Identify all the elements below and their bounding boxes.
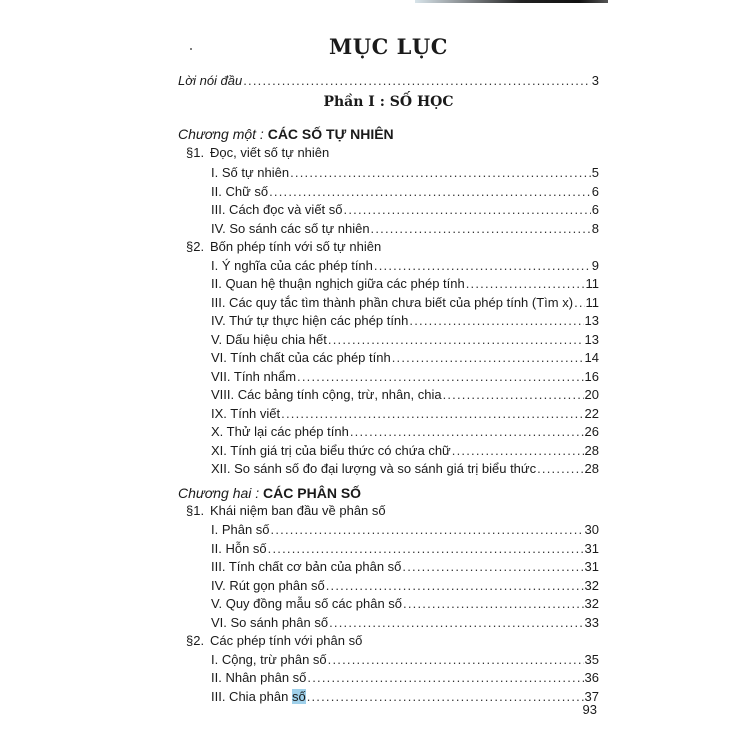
dot-leader: [403, 595, 583, 613]
entry-label: III. Cách đọc và viết số: [211, 202, 343, 217]
entry-label: VI. Tính chất của các phép tính: [211, 350, 391, 365]
entry-page: 32: [584, 577, 599, 593]
toc-entry[interactable]: [211, 595, 599, 613]
toc-entry[interactable]: [211, 183, 599, 201]
entry-label: I. Cộng, trừ phân số: [211, 651, 327, 667]
entry-label: I. Ý nghĩa của các phép tính: [211, 257, 373, 273]
chapter-title: CÁC PHÂN SỐ: [263, 485, 362, 501]
toc-entry[interactable]: [211, 368, 599, 386]
dot-leader: [409, 312, 583, 330]
chapter-title: CÁC SỐ TỰ NHIÊN: [267, 126, 394, 142]
section-title: Các phép tính với phân số: [210, 633, 363, 648]
dot-leader: [307, 688, 584, 706]
entry-page: 20: [584, 387, 599, 402]
entry-page: 6: [591, 183, 599, 199]
entry-label: V. Quy đồng mẫu số các phân số: [211, 596, 403, 611]
dot-leader: [307, 669, 583, 687]
entry-page: 5: [591, 165, 599, 180]
entry-page: 11: [585, 276, 599, 291]
entry-label: III. Tính chất cơ bản của phân số: [211, 559, 402, 574]
entry-label: I. Số tự nhiên: [211, 165, 290, 180]
toc-page: [178, 0, 599, 750]
toc-entry[interactable]: [211, 651, 599, 669]
dot-leader: [537, 460, 583, 478]
entry-page: 32: [584, 596, 599, 611]
toc-entry[interactable]: [211, 312, 599, 330]
toc-entry[interactable]: [211, 294, 599, 312]
dot-leader: [326, 577, 584, 595]
entry-label: VIII. Các bảng tính cộng, trừ, nhân, chia: [211, 387, 442, 402]
part-heading: Phần I : SỐ HỌC: [323, 94, 454, 110]
dot-leader: [271, 521, 584, 539]
entry-page: 9: [591, 257, 599, 273]
toc-entry[interactable]: [211, 423, 599, 441]
dot-leader: [466, 275, 585, 293]
entry-page: 13: [584, 313, 599, 328]
dot-leader: [374, 257, 591, 275]
entry-page: 8: [591, 220, 599, 236]
entry-page: 36: [584, 670, 599, 685]
dot-leader: [269, 183, 591, 201]
section-number: §1.: [186, 503, 205, 518]
entry-label: XII. So sánh số đo đại lượng và so sánh giá trị biểu thức: [211, 461, 537, 476]
section-title: Bốn phép tính với số tự nhiên: [210, 239, 382, 254]
toc-entry[interactable]: [211, 386, 599, 404]
section-number: §2.: [186, 633, 205, 648]
dot-leader: [452, 442, 584, 460]
section-title: Khái niệm ban đầu về phân số: [210, 503, 386, 518]
toc-entry[interactable]: [211, 220, 599, 238]
page-title: MỤC LỤC: [329, 34, 448, 59]
entry-page: 6: [591, 202, 599, 217]
toc-entry[interactable]: [211, 201, 599, 219]
toc-entry[interactable]: [211, 164, 599, 182]
entry-label: [211, 688, 306, 706]
entry-label: I. Phân số: [211, 522, 270, 537]
entry-label: VII. Tính nhẩm: [211, 368, 297, 384]
entry-label: III. Các quy tắc tìm thành phần chưa biết của phép tính (Tìm x): [211, 294, 574, 310]
section-heading: [186, 632, 362, 650]
dot-leader: [297, 368, 584, 386]
toc-entry[interactable]: [211, 257, 599, 275]
dot-leader: [243, 72, 591, 90]
text-selection-highlight[interactable]: số: [291, 688, 306, 704]
entry-page: 28: [584, 461, 599, 476]
toc-entry[interactable]: [211, 577, 599, 595]
entry-label: IV. So sánh các số tự nhiên: [211, 220, 370, 236]
dot-leader: [268, 540, 584, 558]
dot-leader: [329, 614, 583, 632]
toc-entry-preface[interactable]: [178, 72, 599, 90]
chapter-heading: [178, 125, 394, 143]
dot-leader: [371, 220, 591, 238]
entry-page: 30: [584, 522, 599, 537]
entry-page: 33: [584, 614, 599, 630]
chapter-prefix: Chương hai :: [178, 485, 260, 501]
toc-entry[interactable]: [211, 275, 599, 293]
toc-entry[interactable]: [211, 405, 599, 423]
dot-leader: [344, 201, 591, 219]
entry-label: IV. Thứ tự thực hiện các phép tính: [211, 313, 409, 328]
entry-page: 14: [584, 350, 599, 365]
toc-entry[interactable]: [211, 614, 599, 632]
chapter-prefix: Chương một :: [178, 126, 264, 142]
dot-leader: [281, 405, 583, 423]
toc-entry[interactable]: [211, 521, 599, 539]
dot-leader: [392, 349, 584, 367]
entry-label: II. Hỗn số: [211, 540, 267, 556]
dot-leader: [328, 651, 584, 669]
toc-entry[interactable]: [211, 669, 599, 687]
entry-page: 28: [584, 442, 599, 458]
entry-label: II. Nhân phân số: [211, 670, 307, 685]
entry-page: 16: [584, 368, 599, 384]
toc-entry[interactable]: [211, 460, 599, 478]
section-heading: [186, 144, 329, 162]
dot-leader: [328, 331, 584, 349]
entry-page: 35: [584, 651, 599, 667]
section-number: §1.: [186, 145, 205, 160]
section-heading: [186, 502, 386, 520]
entry-label: V. Dấu hiệu chia hết: [211, 331, 327, 347]
toc-entry[interactable]: [211, 331, 599, 349]
entry-label: II. Quan hệ thuận nghịch giữa các phép tính: [211, 276, 465, 291]
entry-label: X. Thử lại các phép tính: [211, 424, 349, 439]
dot-leader: [290, 164, 591, 182]
entry-page: 31: [584, 540, 599, 556]
toc-entry[interactable]: [211, 442, 599, 460]
toc-entry[interactable]: [211, 558, 599, 576]
section-heading: [186, 238, 381, 256]
page-number: 93: [582, 702, 597, 717]
toc-entry[interactable]: [211, 349, 599, 367]
entry-page: 22: [584, 405, 599, 421]
entry-label: II. Chữ số: [211, 183, 269, 199]
section-number: §2.: [186, 239, 205, 254]
dot-leader: [443, 386, 584, 404]
toc-entry[interactable]: [211, 540, 599, 558]
dot-leader: [350, 423, 584, 441]
chapter-heading: [178, 484, 361, 502]
entry-page: 31: [584, 559, 599, 574]
entry-label: XI. Tính giá trị của biểu thức có chứa chữ: [211, 442, 451, 458]
entry-label: IV. Rút gọn phân số: [211, 577, 325, 593]
entry-label: Lời nói đầu: [178, 73, 243, 88]
dot-leader: [574, 294, 584, 312]
entry-label-text: III. Chia phân: [211, 688, 292, 704]
entry-page: 3: [591, 73, 599, 88]
entry-label: VI. So sánh phân số: [211, 614, 329, 630]
entry-page: 11: [585, 294, 599, 310]
toc-entry[interactable]: [211, 688, 599, 706]
entry-page: 37: [584, 688, 599, 704]
section-title: Đọc, viết số tự nhiên: [210, 145, 330, 160]
entry-page: 26: [584, 424, 599, 439]
dot-leader: [402, 558, 583, 576]
entry-page: 13: [584, 331, 599, 347]
entry-label: IX. Tính viết: [211, 405, 281, 421]
